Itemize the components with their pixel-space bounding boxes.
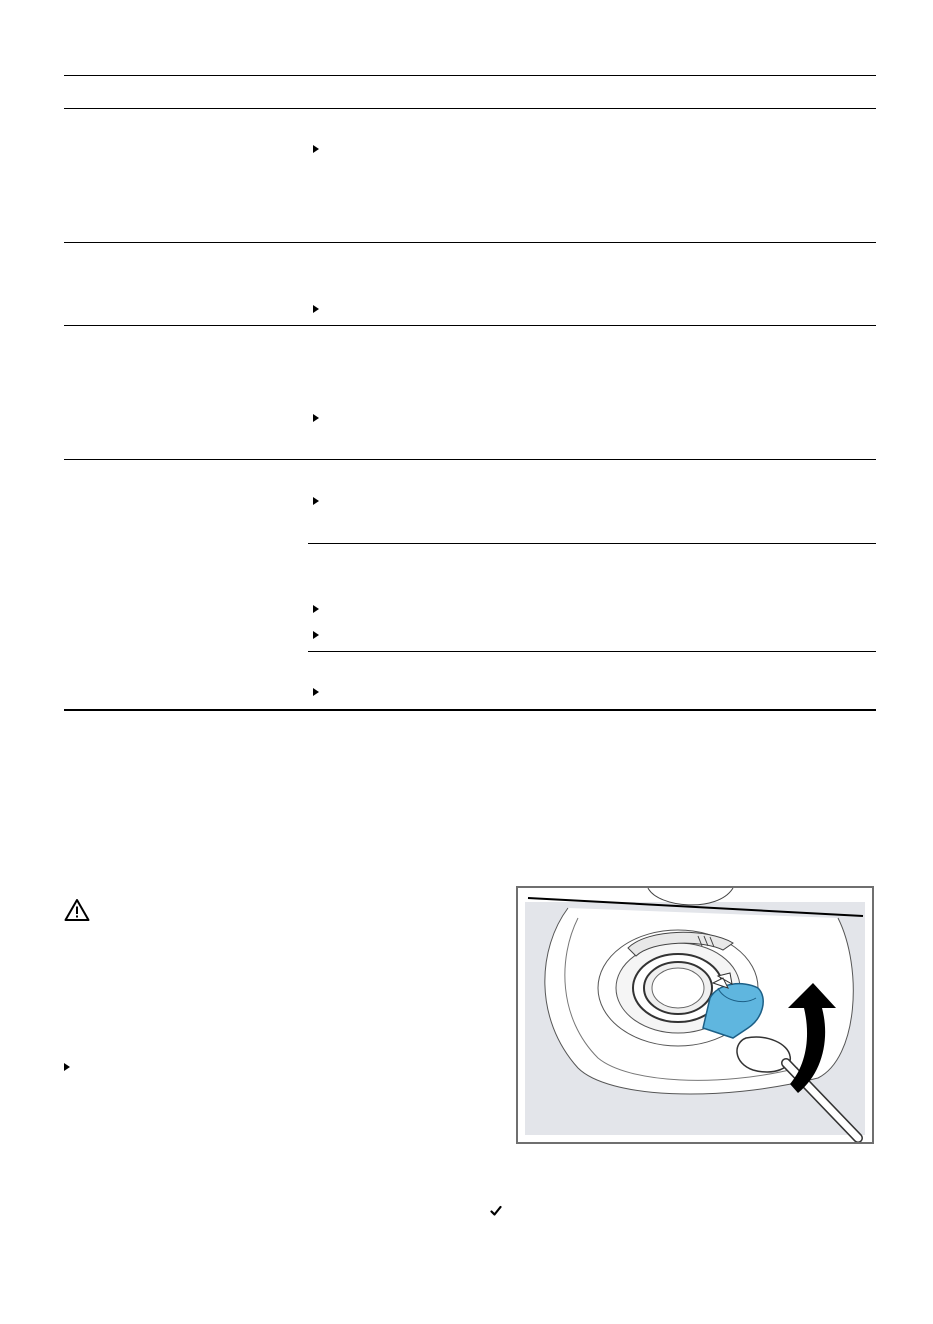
row-divider xyxy=(64,325,876,326)
table-header-rule xyxy=(64,108,876,109)
bullet-arrow-icon xyxy=(313,497,319,505)
bullet-arrow-icon xyxy=(313,145,319,153)
table-bottom-rule xyxy=(64,709,876,711)
bullet-arrow-icon xyxy=(313,631,319,639)
warning-triangle-icon xyxy=(64,898,90,922)
bullet-arrow-icon xyxy=(313,605,319,613)
check-icon xyxy=(490,1205,502,1217)
drain-pump-illustration xyxy=(516,886,874,1144)
bullet-arrow-icon xyxy=(313,414,319,422)
bullet-arrow-icon xyxy=(64,1063,70,1071)
table-top-rule xyxy=(64,75,876,76)
bullet-arrow-icon xyxy=(313,305,319,313)
row-divider xyxy=(64,242,876,243)
bullet-arrow-icon xyxy=(313,688,319,696)
row-divider xyxy=(64,459,876,460)
sub-row-divider xyxy=(308,651,876,652)
sub-row-divider xyxy=(308,543,876,544)
